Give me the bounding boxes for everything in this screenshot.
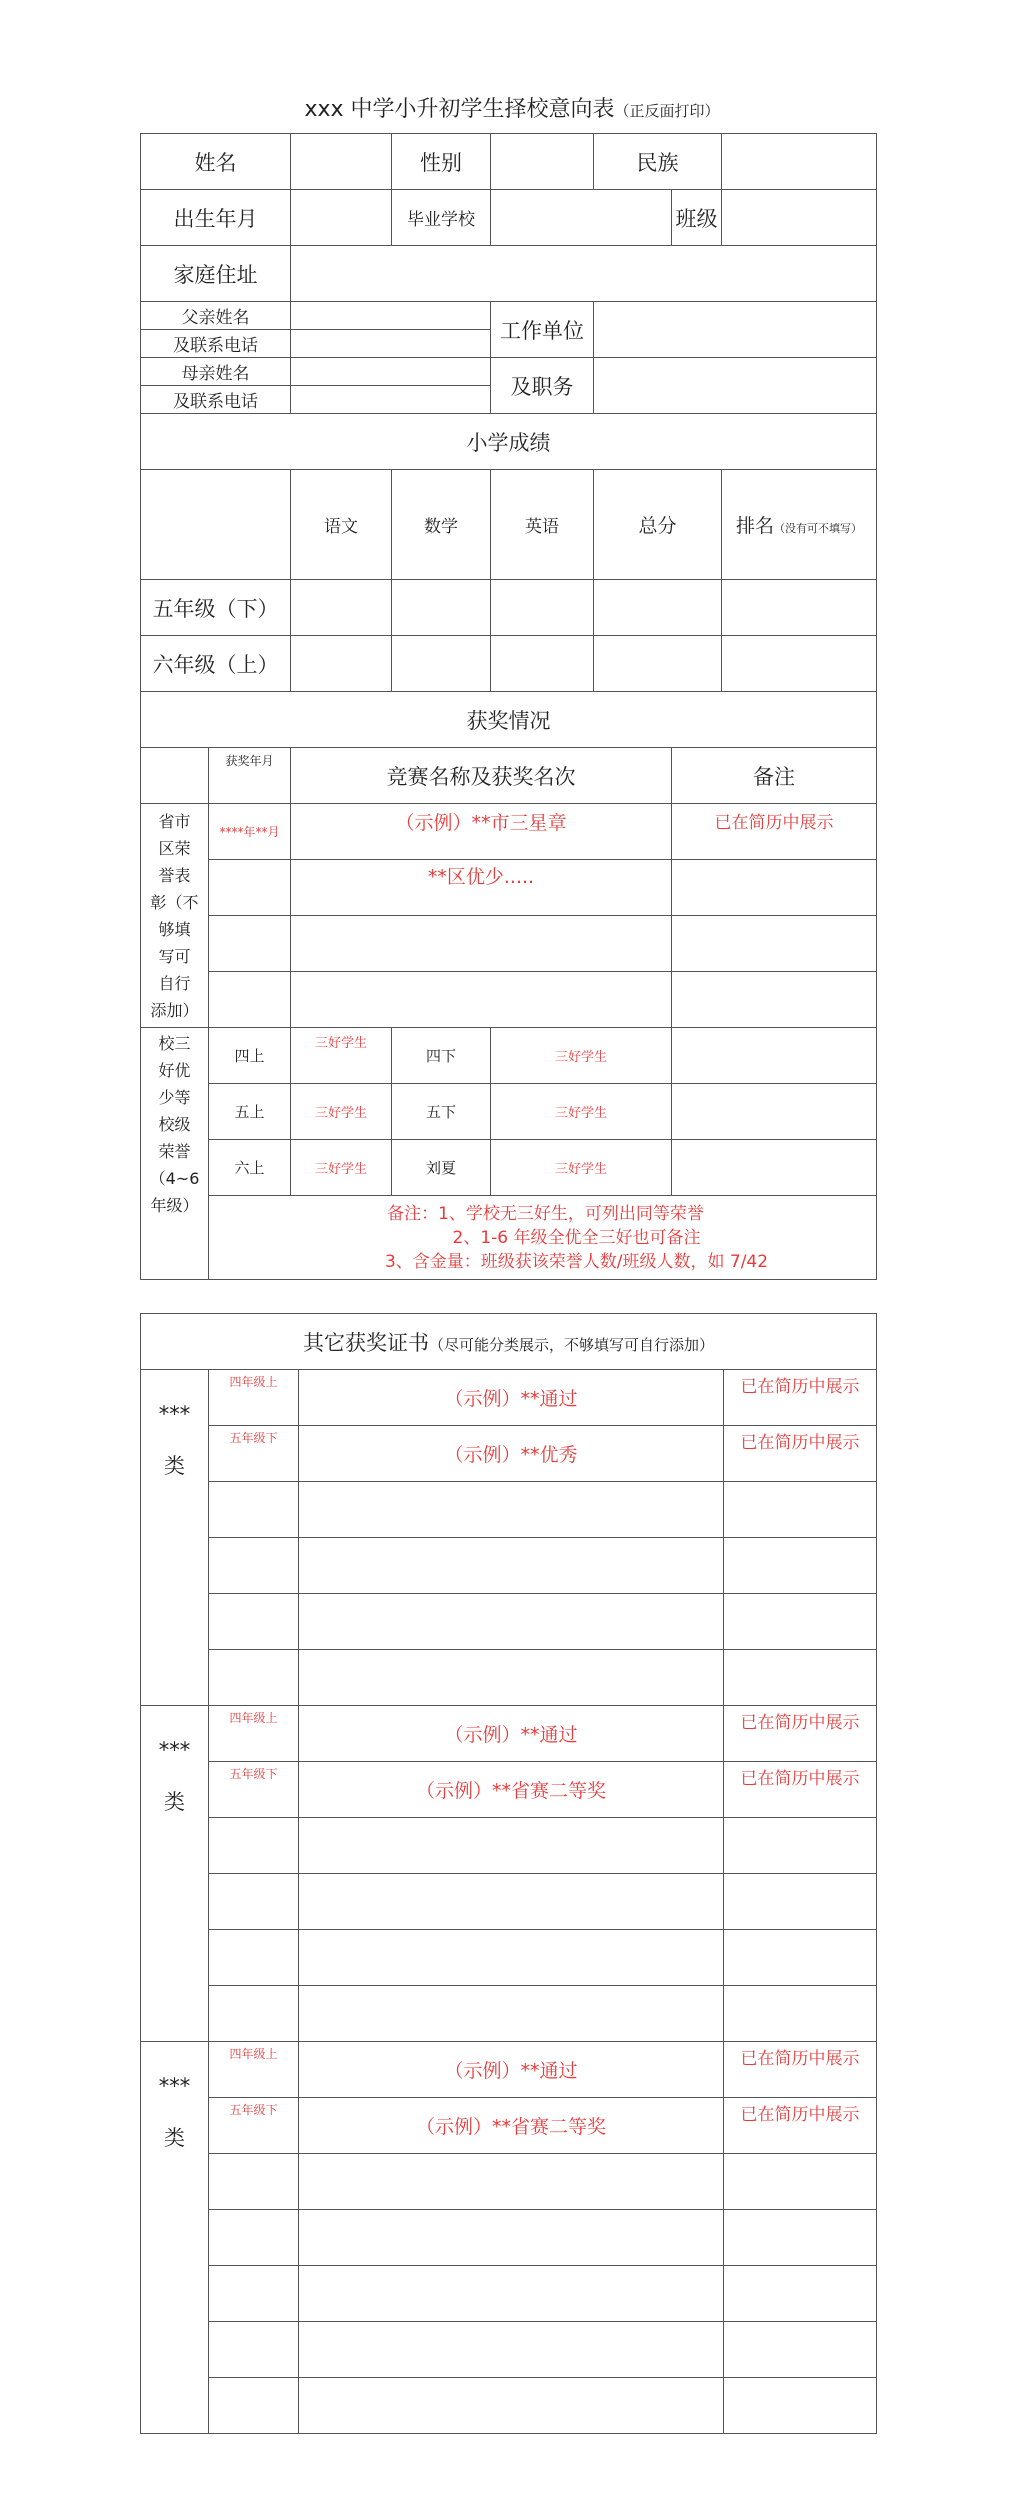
label-math: 数学 (392, 470, 491, 580)
input-birth[interactable] (291, 190, 392, 246)
scores-col-row (141, 470, 877, 580)
cert-row (141, 1818, 877, 1874)
cert-remark[interactable]: 已在简历中展示 (724, 1762, 877, 1818)
cert-row (141, 2210, 877, 2266)
school-label-line: 年级） (150, 1196, 199, 1215)
score-cell[interactable] (722, 636, 877, 692)
basic-row-3 (141, 246, 877, 302)
honor-date[interactable] (209, 972, 291, 1028)
honor-remark[interactable] (672, 1084, 877, 1140)
honor-title[interactable]: 三好学生 (291, 1140, 392, 1196)
awards-corner-cell (141, 748, 209, 804)
cert-row (141, 1930, 877, 1986)
label-english: 英语 (491, 470, 594, 580)
cert-date[interactable] (209, 2154, 299, 2210)
cert-name[interactable]: （示例）**通过 (299, 2042, 724, 2098)
honor-award-name[interactable]: **区优少..... (291, 860, 672, 916)
other-header-cell (141, 1314, 877, 1370)
honor-title[interactable]: 三好学生 (291, 1084, 392, 1140)
cert-category-stars: *** (158, 1402, 191, 1426)
cert-name[interactable] (299, 1930, 724, 1986)
cert-name[interactable]: （示例）**通过 (299, 1706, 724, 1762)
other-title-note: （尽可能分类展示，不够填写可自行添加） (429, 1335, 715, 1354)
label-rank-cell (722, 470, 877, 580)
score-cell[interactable] (392, 636, 491, 692)
cert-date[interactable]: 五年级下 (209, 1426, 299, 1482)
honor-date[interactable] (209, 916, 291, 972)
scores-row-5 (141, 580, 877, 636)
honor-label-line: 自行 (158, 973, 191, 993)
honor-remark[interactable] (672, 1140, 877, 1196)
honor-label-line: 省市 (158, 811, 191, 831)
cert-row (141, 2266, 877, 2322)
cert-name[interactable] (299, 2378, 724, 2434)
score-cell[interactable] (491, 580, 594, 636)
cert-remark[interactable] (724, 1482, 877, 1538)
honor-title[interactable]: 三好学生 (491, 1140, 672, 1196)
cert-row (141, 1706, 877, 1762)
cert-name[interactable] (299, 1874, 724, 1930)
cert-date[interactable] (209, 2322, 299, 2378)
input-mother-phone[interactable] (291, 386, 491, 414)
cert-remark[interactable]: 已在简历中展示 (724, 1370, 877, 1426)
label-father-phone: 及联系电话 (141, 330, 291, 358)
scores-section-title: 小学成绩 (141, 414, 877, 470)
notes-cell (209, 1196, 877, 1280)
input-father-phone[interactable] (291, 330, 491, 358)
cert-category (141, 2042, 209, 2434)
note-line: 3、含金量：班级获该荣誉人数/班级人数，如 7/42 (384, 1251, 769, 1272)
honor-row (141, 916, 877, 972)
score-cell[interactable] (491, 636, 594, 692)
cert-row (141, 1426, 877, 1482)
cert-name[interactable] (299, 1818, 724, 1874)
cert-row (141, 2322, 877, 2378)
honor-label-line: 写可 (158, 946, 191, 966)
honor-label-line: 区荣 (158, 838, 191, 858)
cert-name[interactable]: （示例）**优秀 (299, 1426, 724, 1482)
form-title-main: xxx 中学小升初学生择校意向表 (304, 97, 615, 122)
cert-date[interactable] (209, 1594, 299, 1650)
label-total: 总分 (594, 470, 722, 580)
cert-name[interactable] (299, 1986, 724, 2042)
school-label-line: 少等 (158, 1088, 191, 1107)
cert-date[interactable] (209, 2266, 299, 2322)
scores-corner-cell (141, 470, 291, 580)
label-award-remark: 备注 (672, 748, 877, 804)
cert-date[interactable] (209, 1650, 299, 1706)
label-mother-phone: 及联系电话 (141, 386, 291, 414)
input-ethnicity[interactable] (722, 134, 877, 190)
awards-header-row (141, 692, 877, 748)
term-label: 六上 (209, 1140, 291, 1196)
school-label-line: （4~6 (149, 1169, 200, 1188)
honor-title[interactable]: 三好学生 (291, 1028, 392, 1084)
cert-date[interactable]: 四年级上 (209, 1370, 299, 1426)
input-class[interactable] (722, 190, 877, 246)
cert-category-label: 类 (164, 1454, 185, 1478)
front-table (140, 133, 877, 1280)
label-mother-name: 母亲姓名 (141, 358, 291, 386)
awards-col-row (141, 748, 877, 804)
honor-label-line: 够填 (158, 919, 191, 939)
honor-title[interactable]: 三好学生 (491, 1084, 672, 1140)
school-label-line: 好优 (158, 1061, 191, 1080)
input-name[interactable] (291, 134, 392, 190)
cert-category (141, 1706, 209, 2042)
score-cell[interactable] (594, 636, 722, 692)
cert-date[interactable] (209, 1986, 299, 2042)
input-gender[interactable] (491, 134, 594, 190)
school-honor-row (141, 1084, 877, 1140)
scores-header-row (141, 414, 877, 470)
mother-row-1 (141, 358, 877, 386)
label-class: 班级 (672, 190, 722, 246)
label-rank: 排名 (735, 515, 774, 537)
cert-row (141, 2154, 877, 2210)
score-cell[interactable] (291, 636, 392, 692)
cert-remark[interactable] (724, 1986, 877, 2042)
cert-name[interactable] (299, 2266, 724, 2322)
input-address[interactable] (291, 246, 877, 302)
input-mother-name[interactable] (291, 358, 491, 386)
scores-row-6 (141, 636, 877, 692)
label-name: 姓名 (141, 134, 291, 190)
cert-name[interactable]: （示例）**通过 (299, 1370, 724, 1426)
cert-remark[interactable] (724, 2154, 877, 2210)
cert-remark[interactable]: 已在简历中展示 (724, 2042, 877, 2098)
cert-date[interactable]: 四年级上 (209, 2042, 299, 2098)
honor-remark[interactable] (672, 860, 877, 916)
label-address: 家庭住址 (141, 246, 291, 302)
honor-row (141, 804, 877, 860)
basic-row-2 (141, 190, 877, 246)
school-honor-row (141, 1028, 877, 1084)
label-grad-school: 毕业学校 (392, 190, 491, 246)
honor-award-name[interactable] (291, 916, 672, 972)
notes-row (141, 1196, 877, 1280)
cert-remark[interactable] (724, 2210, 877, 2266)
cert-row (141, 1594, 877, 1650)
cert-name[interactable] (299, 1482, 724, 1538)
cert-row (141, 2042, 877, 2098)
cert-row (141, 1650, 877, 1706)
label-birth: 出生年月 (141, 190, 291, 246)
cert-name[interactable]: （示例）**省赛二等奖 (299, 2098, 724, 2154)
honor-date[interactable] (209, 860, 291, 916)
other-title: 其它获奖证书 (303, 1330, 429, 1355)
term-label: 四下 (392, 1028, 491, 1084)
school-category-label (141, 1028, 209, 1280)
cert-remark[interactable] (724, 1650, 877, 1706)
cert-date[interactable] (209, 2378, 299, 2434)
honor-label-line: 誉表 (158, 865, 191, 885)
cert-remark[interactable] (724, 2322, 877, 2378)
cert-date[interactable]: 四年级上 (209, 1706, 299, 1762)
cert-remark[interactable]: 已在简历中展示 (724, 2098, 877, 2154)
cert-row (141, 1986, 877, 2042)
cert-name[interactable] (299, 2210, 724, 2266)
cert-date[interactable]: 五年级下 (209, 2098, 299, 2154)
honor-remark[interactable] (672, 972, 877, 1028)
honor-remark[interactable] (672, 916, 877, 972)
basic-row-1 (141, 134, 877, 190)
cert-date[interactable] (209, 1874, 299, 1930)
school-label-line: 校级 (158, 1115, 191, 1134)
cert-row (141, 1762, 877, 1818)
cert-category-stars: *** (158, 2074, 191, 2098)
cert-name[interactable] (299, 1650, 724, 1706)
cert-row (141, 1538, 877, 1594)
term-label: 四上 (209, 1028, 291, 1084)
cert-date[interactable] (209, 2210, 299, 2266)
score-cell[interactable] (291, 580, 392, 636)
score-cell[interactable] (594, 580, 722, 636)
cert-date[interactable] (209, 1930, 299, 1986)
label-work-1: 工作单位 (491, 302, 594, 358)
label-rank-note: （没有可不填写） (774, 522, 862, 535)
label-grade5: 五年级（下） (141, 580, 291, 636)
cert-remark[interactable]: 已在简历中展示 (724, 1426, 877, 1482)
cert-name[interactable] (299, 2322, 724, 2378)
input-mother-work[interactable] (594, 358, 877, 414)
term-label: 五上 (209, 1084, 291, 1140)
input-father-name[interactable] (291, 302, 491, 330)
cert-remark[interactable] (724, 2378, 877, 2434)
honor-label-line: 彰（不 (150, 892, 199, 912)
label-work-2: 及职务 (491, 358, 594, 414)
label-gender: 性别 (392, 134, 491, 190)
cert-remark[interactable] (724, 1594, 877, 1650)
label-grade6: 六年级（上） (141, 636, 291, 692)
cert-remark[interactable] (724, 2266, 877, 2322)
cert-remark[interactable]: 已在简历中展示 (724, 1706, 877, 1762)
cert-date[interactable] (209, 1482, 299, 1538)
label-award-date: 获奖年月 (209, 748, 291, 804)
honor-award-name[interactable] (291, 972, 672, 1028)
term-label: 刘夏 (392, 1140, 491, 1196)
honor-remark[interactable]: 已在简历中展示 (672, 804, 877, 860)
cert-remark[interactable] (724, 1930, 877, 1986)
cert-name[interactable] (299, 2154, 724, 2210)
cert-category-label: 类 (164, 1790, 185, 1814)
cert-row (141, 2378, 877, 2434)
label-chinese: 语文 (291, 470, 392, 580)
form-title-suffix: （正反面打印） (614, 102, 720, 120)
cert-date[interactable] (209, 1818, 299, 1874)
term-label: 五下 (392, 1084, 491, 1140)
honor-award-name[interactable]: （示例）**市三星章 (291, 804, 672, 860)
cert-name[interactable] (299, 1594, 724, 1650)
honor-title[interactable]: 三好学生 (491, 1028, 672, 1084)
label-award-name: 竞赛名称及获奖名次 (291, 748, 672, 804)
school-label-line: 校三 (158, 1034, 191, 1053)
cert-name[interactable]: （示例）**省赛二等奖 (299, 1762, 724, 1818)
awards-section-title: 获奖情况 (141, 692, 877, 748)
cert-remark[interactable] (724, 1874, 877, 1930)
father-row-1 (141, 302, 877, 330)
cert-category-stars: *** (158, 1738, 191, 1762)
input-grad-school[interactable] (491, 190, 672, 246)
honor-label-line: 添加） (150, 1000, 199, 1020)
score-cell[interactable] (722, 580, 877, 636)
cert-row (141, 1482, 877, 1538)
honor-row (141, 860, 877, 916)
back-table (140, 1313, 877, 2434)
note-line: 2、1-6 年级全优全三好也可备注 (452, 1227, 701, 1248)
honor-date[interactable]: ****年**月 (209, 804, 291, 860)
cert-remark[interactable] (724, 1538, 877, 1594)
label-ethnicity: 民族 (594, 134, 722, 190)
honor-remark[interactable] (672, 1028, 877, 1084)
cert-row (141, 2098, 877, 2154)
cert-row (141, 1874, 877, 1930)
cert-category (141, 1370, 209, 1706)
label-father-name: 父亲姓名 (141, 302, 291, 330)
honor-row (141, 972, 877, 1028)
cert-date[interactable] (209, 1538, 299, 1594)
input-father-work[interactable] (594, 302, 877, 358)
honor-category-label (141, 804, 209, 1028)
note-line: 备注：1、学校无三好生，可列出同等荣誉 (387, 1203, 704, 1224)
cert-row (141, 1370, 877, 1426)
school-label-line: 荣誉 (158, 1142, 191, 1161)
cert-name[interactable] (299, 1538, 724, 1594)
cert-date[interactable]: 五年级下 (209, 1762, 299, 1818)
cert-remark[interactable] (724, 1818, 877, 1874)
other-header-row (141, 1314, 877, 1370)
cert-category-label: 类 (164, 2126, 185, 2150)
school-honor-row (141, 1140, 877, 1196)
score-cell[interactable] (392, 580, 491, 636)
form-title (0, 92, 1024, 123)
